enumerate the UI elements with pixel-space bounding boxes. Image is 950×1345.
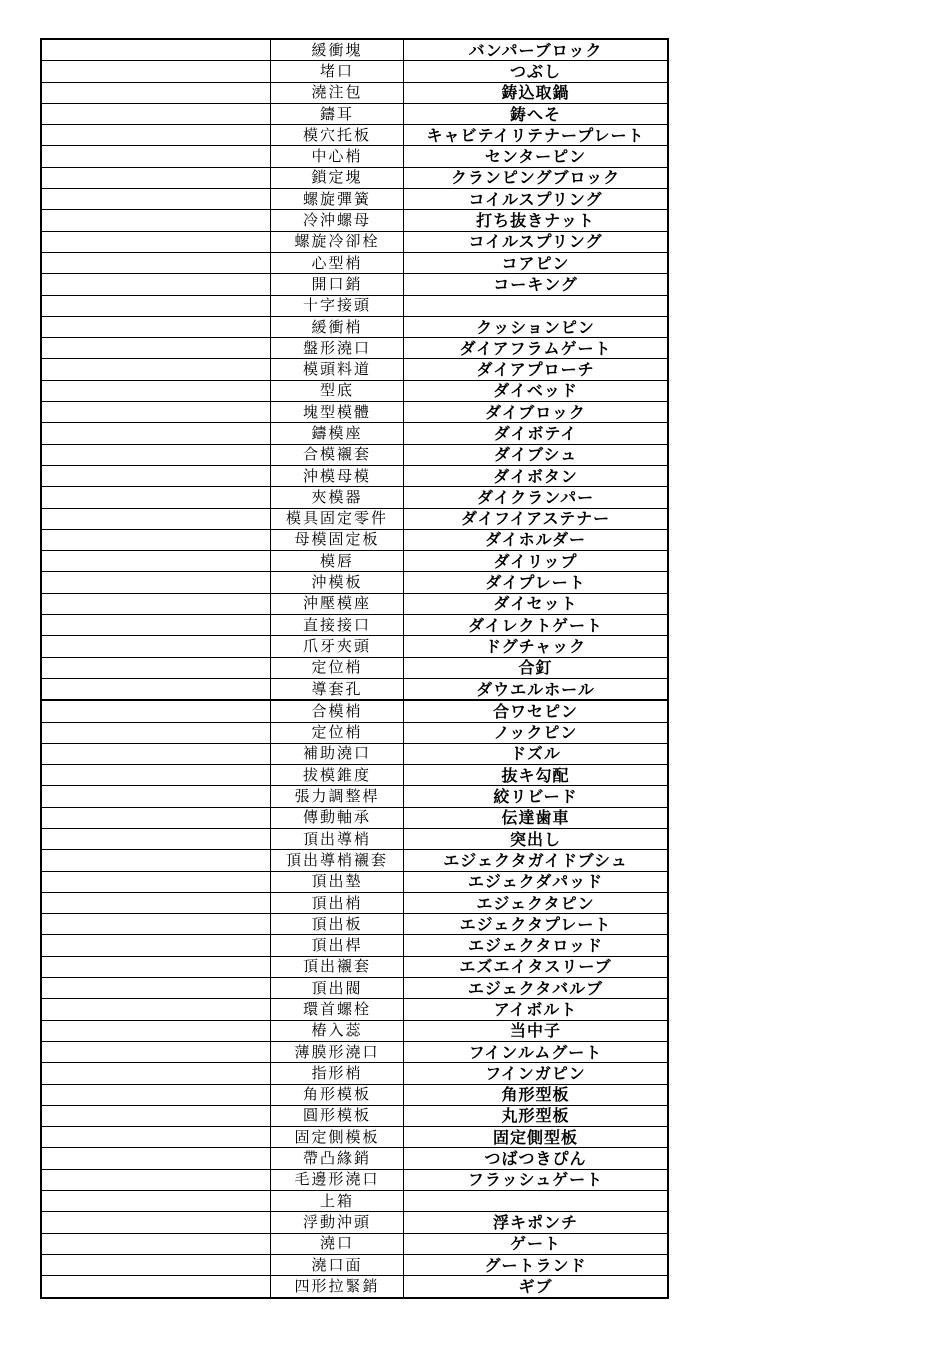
japanese-term-cell: ダイリップ (404, 551, 669, 572)
table-row (41, 1105, 668, 1126)
table-row (41, 1169, 668, 1190)
japanese-term-cell: 当中子 (404, 1020, 669, 1041)
table-row (41, 402, 668, 423)
blank-cell (41, 103, 271, 124)
japanese-term-cell: ダイアプローチ (404, 359, 669, 380)
blank-cell (41, 61, 271, 82)
table-row (41, 274, 668, 295)
japanese-term-cell: エジェクダパッド (404, 871, 669, 892)
blank-cell (41, 678, 271, 700)
blank-cell (41, 39, 271, 61)
chinese-term-cell: 帶凸緣銷 (271, 1148, 404, 1169)
blank-cell (41, 786, 271, 807)
blank-cell (41, 210, 271, 231)
blank-cell (41, 146, 271, 167)
table-row (41, 572, 668, 593)
table-row (41, 1191, 668, 1212)
blank-cell (41, 508, 271, 529)
chinese-term-cell: 四形拉緊銷 (271, 1276, 404, 1298)
chinese-term-cell: 沖壓模座 (271, 593, 404, 614)
chinese-term-cell: 緩衝塊 (271, 39, 404, 61)
japanese-term-cell: ゲート (404, 1233, 669, 1254)
japanese-term-cell: 丸形型板 (404, 1105, 669, 1126)
table-row (41, 1063, 668, 1084)
blank-cell (41, 765, 271, 786)
japanese-term-cell: コアピン (404, 252, 669, 273)
table-row (41, 103, 668, 124)
blank-cell (41, 593, 271, 614)
table-row (41, 189, 668, 210)
table-row (41, 1020, 668, 1041)
table-row (41, 423, 668, 444)
blank-cell (41, 295, 271, 316)
blank-cell (41, 636, 271, 657)
table-row (41, 615, 668, 636)
blank-cell (41, 1233, 271, 1254)
chinese-term-cell: 毛邊形澆口 (271, 1169, 404, 1190)
table-row (41, 551, 668, 572)
table-row (41, 359, 668, 380)
chinese-term-cell: 模具固定零件 (271, 508, 404, 529)
chinese-term-cell: 頂出桿 (271, 935, 404, 956)
chinese-term-cell: 澆口 (271, 1233, 404, 1254)
table-row (41, 61, 668, 82)
chinese-term-cell: 沖模板 (271, 572, 404, 593)
chinese-term-cell: 型底 (271, 380, 404, 401)
blank-cell (41, 722, 271, 743)
japanese-term-cell: クッションピン (404, 316, 669, 337)
blank-cell (41, 1084, 271, 1105)
japanese-term-cell: エジェクタプレート (404, 914, 669, 935)
japanese-term-cell: ダイブシュ (404, 444, 669, 465)
table-row (41, 999, 668, 1020)
chinese-term-cell: 張力調整桿 (271, 786, 404, 807)
chinese-term-cell: 母模固定板 (271, 529, 404, 550)
japanese-term-cell: コイルスプリング (404, 189, 669, 210)
chinese-term-cell: 堵口 (271, 61, 404, 82)
chinese-term-cell: 頂出導梢 (271, 828, 404, 849)
chinese-term-cell: 開口銷 (271, 274, 404, 295)
blank-cell (41, 402, 271, 423)
table-row (41, 338, 668, 359)
glossary-table-body (41, 39, 668, 1298)
japanese-term-cell: 鋳へそ (404, 103, 669, 124)
japanese-term-cell: 打ち抜きナット (404, 210, 669, 231)
chinese-term-cell: 螺旋冷卻栓 (271, 231, 404, 252)
table-row (41, 636, 668, 657)
chinese-term-cell: 模唇 (271, 551, 404, 572)
chinese-term-cell: 頂出襯套 (271, 956, 404, 977)
blank-cell (41, 189, 271, 210)
table-row (41, 828, 668, 849)
blank-cell (41, 978, 271, 999)
chinese-term-cell: 定位梢 (271, 722, 404, 743)
table-row (41, 657, 668, 678)
chinese-term-cell: 頂出導梢襯套 (271, 850, 404, 871)
chinese-term-cell: 螺旋彈簧 (271, 189, 404, 210)
blank-cell (41, 572, 271, 593)
table-row (41, 1084, 668, 1105)
japanese-term-cell: 鋳込取鍋 (404, 82, 669, 103)
chinese-term-cell: 模頭料道 (271, 359, 404, 380)
blank-cell (41, 1105, 271, 1126)
japanese-term-cell: フラッシュゲート (404, 1169, 669, 1190)
japanese-term-cell: 固定側型板 (404, 1127, 669, 1148)
blank-cell (41, 338, 271, 359)
chinese-term-cell: 傳動軸承 (271, 807, 404, 828)
table-row (41, 252, 668, 273)
japanese-term-cell: エジェクタロッド (404, 935, 669, 956)
blank-cell (41, 956, 271, 977)
chinese-term-cell: 合模襯套 (271, 444, 404, 465)
japanese-term-cell: ドグチャック (404, 636, 669, 657)
japanese-term-cell: エズエイタスリーブ (404, 956, 669, 977)
japanese-term-cell: コイルスプリング (404, 231, 669, 252)
table-row (41, 765, 668, 786)
blank-cell (41, 423, 271, 444)
table-row (41, 1276, 668, 1298)
blank-cell (41, 807, 271, 828)
japanese-term-cell: ダイセット (404, 593, 669, 614)
table-row (41, 722, 668, 743)
chinese-term-cell: 圓形模板 (271, 1105, 404, 1126)
japanese-term-cell: ダイホルダー (404, 529, 669, 550)
japanese-term-cell: ダウエルホール (404, 678, 669, 700)
japanese-term-cell: ダイクランパー (404, 487, 669, 508)
blank-cell (41, 657, 271, 678)
chinese-term-cell: 導套孔 (271, 678, 404, 700)
chinese-term-cell: 沖模母模 (271, 465, 404, 486)
japanese-term-cell: つぶし (404, 61, 669, 82)
japanese-term-cell (404, 1191, 669, 1212)
japanese-term-cell: 抜キ勾配 (404, 765, 669, 786)
chinese-term-cell: 頂出板 (271, 914, 404, 935)
table-row (41, 125, 668, 146)
chinese-term-cell: 薄膜形澆口 (271, 1041, 404, 1062)
japanese-term-cell: 角形型板 (404, 1084, 669, 1105)
japanese-term-cell: ダイボタン (404, 465, 669, 486)
chinese-term-cell: 固定側模板 (271, 1127, 404, 1148)
japanese-term-cell: ダイブロック (404, 402, 669, 423)
chinese-term-cell: 環首螺栓 (271, 999, 404, 1020)
chinese-term-cell: 夾模器 (271, 487, 404, 508)
table-row (41, 1041, 668, 1062)
table-row (41, 850, 668, 871)
blank-cell (41, 1191, 271, 1212)
table-row (41, 1127, 668, 1148)
chinese-term-cell: 指形梢 (271, 1063, 404, 1084)
table-row (41, 892, 668, 913)
japanese-term-cell: 突出し (404, 828, 669, 849)
blank-cell (41, 871, 271, 892)
japanese-term-cell: 絞リビード (404, 786, 669, 807)
chinese-term-cell: 澆口面 (271, 1254, 404, 1275)
chinese-term-cell: 拔模錐度 (271, 765, 404, 786)
blank-cell (41, 167, 271, 188)
blank-cell (41, 1063, 271, 1084)
table-row (41, 1212, 668, 1233)
japanese-term-cell: ダイレクトゲート (404, 615, 669, 636)
japanese-term-cell: キャビテイリテナープレート (404, 125, 669, 146)
table-row (41, 593, 668, 614)
chinese-term-cell: 塊型模體 (271, 402, 404, 423)
table-row (41, 700, 668, 722)
japanese-term-cell: ダイフイアステナー (404, 508, 669, 529)
japanese-term-cell: ダイプレート (404, 572, 669, 593)
japanese-term-cell: ドズル (404, 743, 669, 764)
japanese-term-cell: フインルムグート (404, 1041, 669, 1062)
blank-cell (41, 359, 271, 380)
blank-cell (41, 828, 271, 849)
blank-cell (41, 1169, 271, 1190)
japanese-term-cell: 合釘 (404, 657, 669, 678)
japanese-term-cell: ダイアフラムゲート (404, 338, 669, 359)
japanese-term-cell: エジェクタピン (404, 892, 669, 913)
chinese-term-cell: 冷沖螺母 (271, 210, 404, 231)
table-row (41, 807, 668, 828)
chinese-term-cell: 鑄耳 (271, 103, 404, 124)
blank-cell (41, 892, 271, 913)
blank-cell (41, 380, 271, 401)
table-row (41, 978, 668, 999)
japanese-term-cell: ノックピン (404, 722, 669, 743)
blank-cell (41, 700, 271, 722)
table-row (41, 1254, 668, 1275)
chinese-term-cell: 頂出閥 (271, 978, 404, 999)
blank-cell (41, 274, 271, 295)
table-row (41, 316, 668, 337)
blank-cell (41, 1212, 271, 1233)
japanese-term-cell: バンパーブロック (404, 39, 669, 61)
japanese-term-cell: ギブ (404, 1276, 669, 1298)
blank-cell (41, 465, 271, 486)
chinese-term-cell: 角形模板 (271, 1084, 404, 1105)
blank-cell (41, 1041, 271, 1062)
blank-cell (41, 1254, 271, 1275)
chinese-term-cell: 中心梢 (271, 146, 404, 167)
chinese-term-cell: 心型梢 (271, 252, 404, 273)
japanese-term-cell: フインガピン (404, 1063, 669, 1084)
chinese-term-cell: 補助澆口 (271, 743, 404, 764)
blank-cell (41, 999, 271, 1020)
japanese-term-cell: センターピン (404, 146, 669, 167)
japanese-term-cell: 浮キポンチ (404, 1212, 669, 1233)
blank-cell (41, 1127, 271, 1148)
blank-cell (41, 1020, 271, 1041)
table-row (41, 1233, 668, 1254)
chinese-term-cell: 澆注包 (271, 82, 404, 103)
japanese-term-cell: 伝達歯車 (404, 807, 669, 828)
chinese-term-cell: 定位梢 (271, 657, 404, 678)
chinese-term-cell: 頂出墊 (271, 871, 404, 892)
japanese-term-cell: アイボルト (404, 999, 669, 1020)
blank-cell (41, 444, 271, 465)
chinese-term-cell: 鑄模座 (271, 423, 404, 444)
chinese-term-cell: 浮動沖頭 (271, 1212, 404, 1233)
chinese-term-cell: 頂出梢 (271, 892, 404, 913)
japanese-term-cell: グートランド (404, 1254, 669, 1275)
blank-cell (41, 935, 271, 956)
glossary-table (40, 38, 669, 1299)
japanese-term-cell: エジェクタバルブ (404, 978, 669, 999)
japanese-term-cell: つばつきぴん (404, 1148, 669, 1169)
blank-cell (41, 850, 271, 871)
japanese-term-cell: ダイボテイ (404, 423, 669, 444)
blank-cell (41, 615, 271, 636)
japanese-term-cell (404, 295, 669, 316)
blank-cell (41, 252, 271, 273)
table-row (41, 743, 668, 764)
japanese-term-cell: クランピングブロック (404, 167, 669, 188)
chinese-term-cell: 椿入蕊 (271, 1020, 404, 1041)
table-row (41, 487, 668, 508)
table-row (41, 529, 668, 550)
chinese-term-cell: 直接接口 (271, 615, 404, 636)
table-row (41, 786, 668, 807)
blank-cell (41, 529, 271, 550)
blank-cell (41, 231, 271, 252)
blank-cell (41, 914, 271, 935)
japanese-term-cell: エジェクタガイドブシュ (404, 850, 669, 871)
table-row (41, 39, 668, 61)
chinese-term-cell: 鎖定塊 (271, 167, 404, 188)
table-row (41, 871, 668, 892)
blank-cell (41, 1148, 271, 1169)
blank-cell (41, 82, 271, 103)
blank-cell (41, 551, 271, 572)
table-row (41, 465, 668, 486)
table-row (41, 914, 668, 935)
japanese-term-cell: ダイベッド (404, 380, 669, 401)
table-row (41, 295, 668, 316)
table-row (41, 935, 668, 956)
blank-cell (41, 487, 271, 508)
chinese-term-cell: 爪牙夾頭 (271, 636, 404, 657)
table-row (41, 231, 668, 252)
table-row (41, 508, 668, 529)
japanese-term-cell: 合ワセピン (404, 700, 669, 722)
blank-cell (41, 743, 271, 764)
blank-cell (41, 125, 271, 146)
table-row (41, 1148, 668, 1169)
chinese-term-cell: 模穴托板 (271, 125, 404, 146)
chinese-term-cell: 十字接頭 (271, 295, 404, 316)
japanese-term-cell: コーキング (404, 274, 669, 295)
table-row (41, 380, 668, 401)
table-row (41, 167, 668, 188)
chinese-term-cell: 盤形澆口 (271, 338, 404, 359)
table-row (41, 444, 668, 465)
table-row (41, 146, 668, 167)
table-row (41, 678, 668, 700)
table-row (41, 82, 668, 103)
chinese-term-cell: 上箱 (271, 1191, 404, 1212)
table-row (41, 956, 668, 977)
chinese-term-cell: 合模梢 (271, 700, 404, 722)
blank-cell (41, 1276, 271, 1298)
chinese-term-cell: 緩衝梢 (271, 316, 404, 337)
blank-cell (41, 316, 271, 337)
table-row (41, 210, 668, 231)
